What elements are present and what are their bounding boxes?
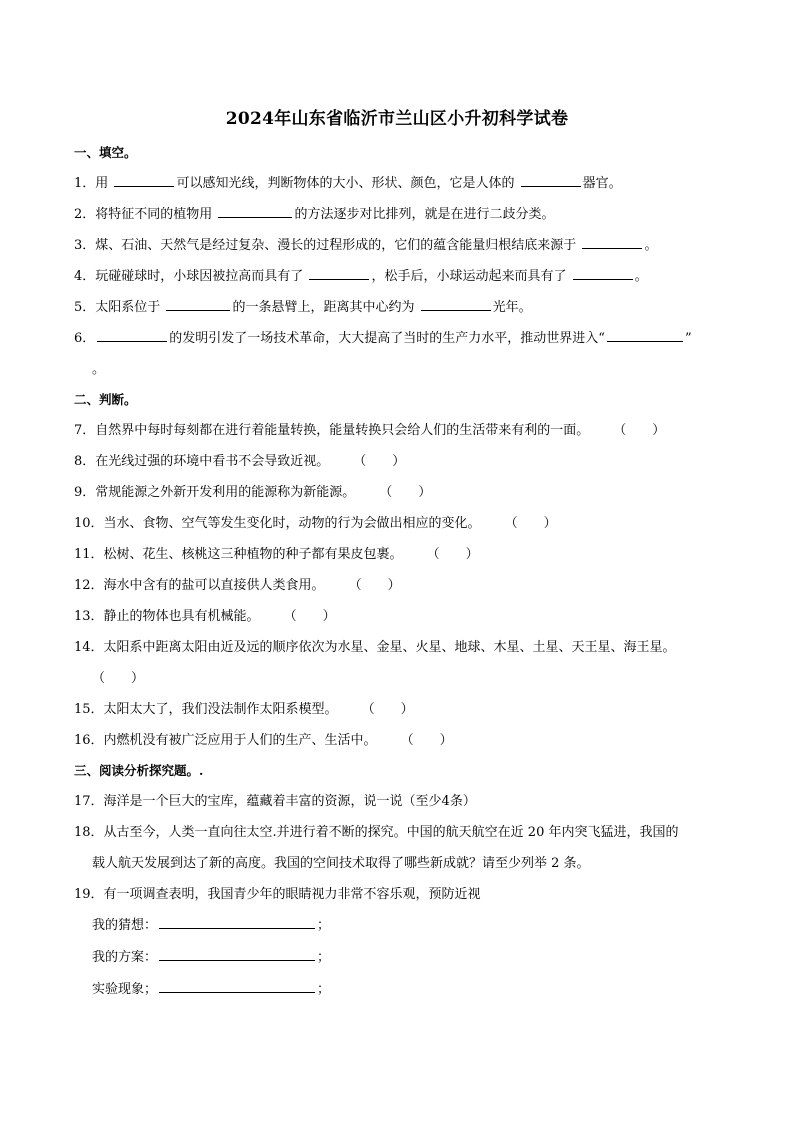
question-14: 14．太阳系中距离太阳由近及远的顺序依次为水星、金星、火星、地球、木星、土星、天王星、海王星。 xyxy=(74,640,676,655)
judge-question: 7．自然界中每时每刻都在进行着能量转换，能量转换只会给人们的生活带来有利的一面。 （ ） xyxy=(74,415,724,446)
answer-parentheses[interactable]: （ ） xyxy=(504,516,557,531)
question-number: 12． xyxy=(74,578,104,593)
question-number: 5． xyxy=(74,300,96,315)
question-4: 4．玩碰碰球时，小球因被拉高而具有了 ，松手后，小球运动起来而具有了 。 xyxy=(74,261,724,292)
question-2: 2．将特征不同的植物用 的方法逐步对比排列，就是在进行二歧分类。 xyxy=(74,199,724,230)
judge-question: 13．静止的物体也具有机械能。 （ ） xyxy=(74,601,724,632)
q19-plan-line: 我的方案： ； xyxy=(74,942,724,974)
question-6: 6． 的发明引发了一场技术革命，大大提高了当时的生产力水平，推动世界进入“ ” xyxy=(74,323,724,354)
answer-parentheses[interactable]: （ ） xyxy=(353,454,406,469)
answer-blank[interactable] xyxy=(114,172,174,187)
question-number: 10． xyxy=(74,516,104,531)
answer-parentheses[interactable]: （ ） xyxy=(613,423,666,438)
answer-blank[interactable] xyxy=(309,265,369,280)
answer-blank[interactable] xyxy=(582,234,642,249)
judge-question: 8．在光线过强的环境中看书不会导致近视。 （ ） xyxy=(74,446,724,477)
judge-question: 15．太阳太大了，我们没法制作太阳系模型。 （ ） xyxy=(74,694,724,725)
question-number: 15． xyxy=(74,702,104,717)
answer-parentheses[interactable]: （ ） xyxy=(283,609,336,624)
question-number: 18． xyxy=(74,825,104,840)
question-number: 6． xyxy=(74,331,96,346)
question-number: 13． xyxy=(74,609,104,624)
judge-question: 12．海水中含有的盐可以直接供人类食用。 （ ） xyxy=(74,570,724,601)
answer-blank[interactable] xyxy=(218,203,292,218)
q19-guess-line: 我的猜想： ； xyxy=(74,910,724,942)
question-number: 7． xyxy=(74,423,96,438)
question-number: 17． xyxy=(74,794,104,809)
question-6-continued: 。 xyxy=(92,362,106,377)
answer-blank[interactable] xyxy=(607,327,683,342)
answer-blank[interactable] xyxy=(97,327,167,342)
judge-question-list xyxy=(74,415,724,632)
answer-blank[interactable] xyxy=(159,914,315,929)
judge-question: 10．当水、食物、空气等发生变化时，动物的行为会做出相应的变化。 （ ） xyxy=(74,508,724,539)
question-number: 11． xyxy=(74,547,104,562)
answer-blank[interactable] xyxy=(421,296,491,311)
question-number: 16． xyxy=(74,733,104,748)
answer-parentheses[interactable]: （ ） xyxy=(379,485,432,500)
exam-content xyxy=(74,138,724,1006)
question-1: 1．用 可以感知光线，判断物体的大小、形状、颜色，它是人体的 器官。 xyxy=(74,168,724,199)
question-number: 19． xyxy=(74,887,104,902)
question-number: 8． xyxy=(74,454,96,469)
judge-question: 11．松树、花生、核桃这三种植物的种子都有果皮包裹。 （ ） xyxy=(74,539,724,570)
answer-blank[interactable] xyxy=(159,946,315,961)
section-reading-heading: 三、阅读分析探究题。. xyxy=(74,763,204,778)
question-number: 1． xyxy=(74,176,96,191)
question-number: 2． xyxy=(74,207,96,222)
judge-question: 16．内燃机没有被广泛应用于人们的生产、生活中。 （ ） xyxy=(74,725,724,756)
question-number: 3． xyxy=(74,238,96,253)
question-3: 3．煤、石油、天然气是经过复杂、漫长的过程形成的，它们的蕴含能量归根结底来源于 。 xyxy=(74,230,724,261)
question-17: 17．海洋是一个巨大的宝库，蕴藏着丰富的资源，说一说（至少4条） xyxy=(74,794,476,809)
answer-blank[interactable] xyxy=(521,172,581,187)
answer-blank[interactable] xyxy=(573,265,633,280)
question-number: 9． xyxy=(74,485,96,500)
q19-observation-line: 实验现象； ； xyxy=(74,974,724,1006)
answer-parentheses[interactable]: （ ） xyxy=(92,671,145,686)
question-18-continued: 载人航天发展到达了新的高度。我国的空间技术取得了哪些新成就？请至少列举 2 条。 xyxy=(92,856,590,871)
answer-parentheses[interactable]: （ ） xyxy=(426,547,479,562)
question-14-continued xyxy=(74,663,724,694)
answer-parentheses[interactable]: （ ） xyxy=(348,578,401,593)
judge-question: 9．常规能源之外新开发利用的能源称为新能源。 （ ） xyxy=(74,477,724,508)
question-18: 18．从古至今，人类一直向往太空.并进行着不断的探究。中国的航天航空在近 20 年内突飞猛进，我国的 xyxy=(74,825,679,840)
section-fill-blank-heading: 一、填空。 xyxy=(74,145,137,160)
answer-blank[interactable] xyxy=(166,296,230,311)
question-19: 19．有一项调查表明，我国青少年的眼睛视力非常不容乐观，预防近视 xyxy=(74,887,481,902)
section-judge-heading: 二、判断。 xyxy=(74,392,137,407)
answer-blank[interactable] xyxy=(159,978,315,993)
question-number: 4． xyxy=(74,269,96,284)
question-5: 5．太阳系位于 的一条悬臂上，距离其中心约为 光年。 xyxy=(74,292,724,323)
question-number: 14． xyxy=(74,640,104,655)
page-title: 2024年山东省临沂市兰山区小升初科学试卷 xyxy=(225,109,569,129)
answer-parentheses[interactable]: （ ） xyxy=(361,702,414,717)
answer-parentheses[interactable]: （ ） xyxy=(400,733,453,748)
